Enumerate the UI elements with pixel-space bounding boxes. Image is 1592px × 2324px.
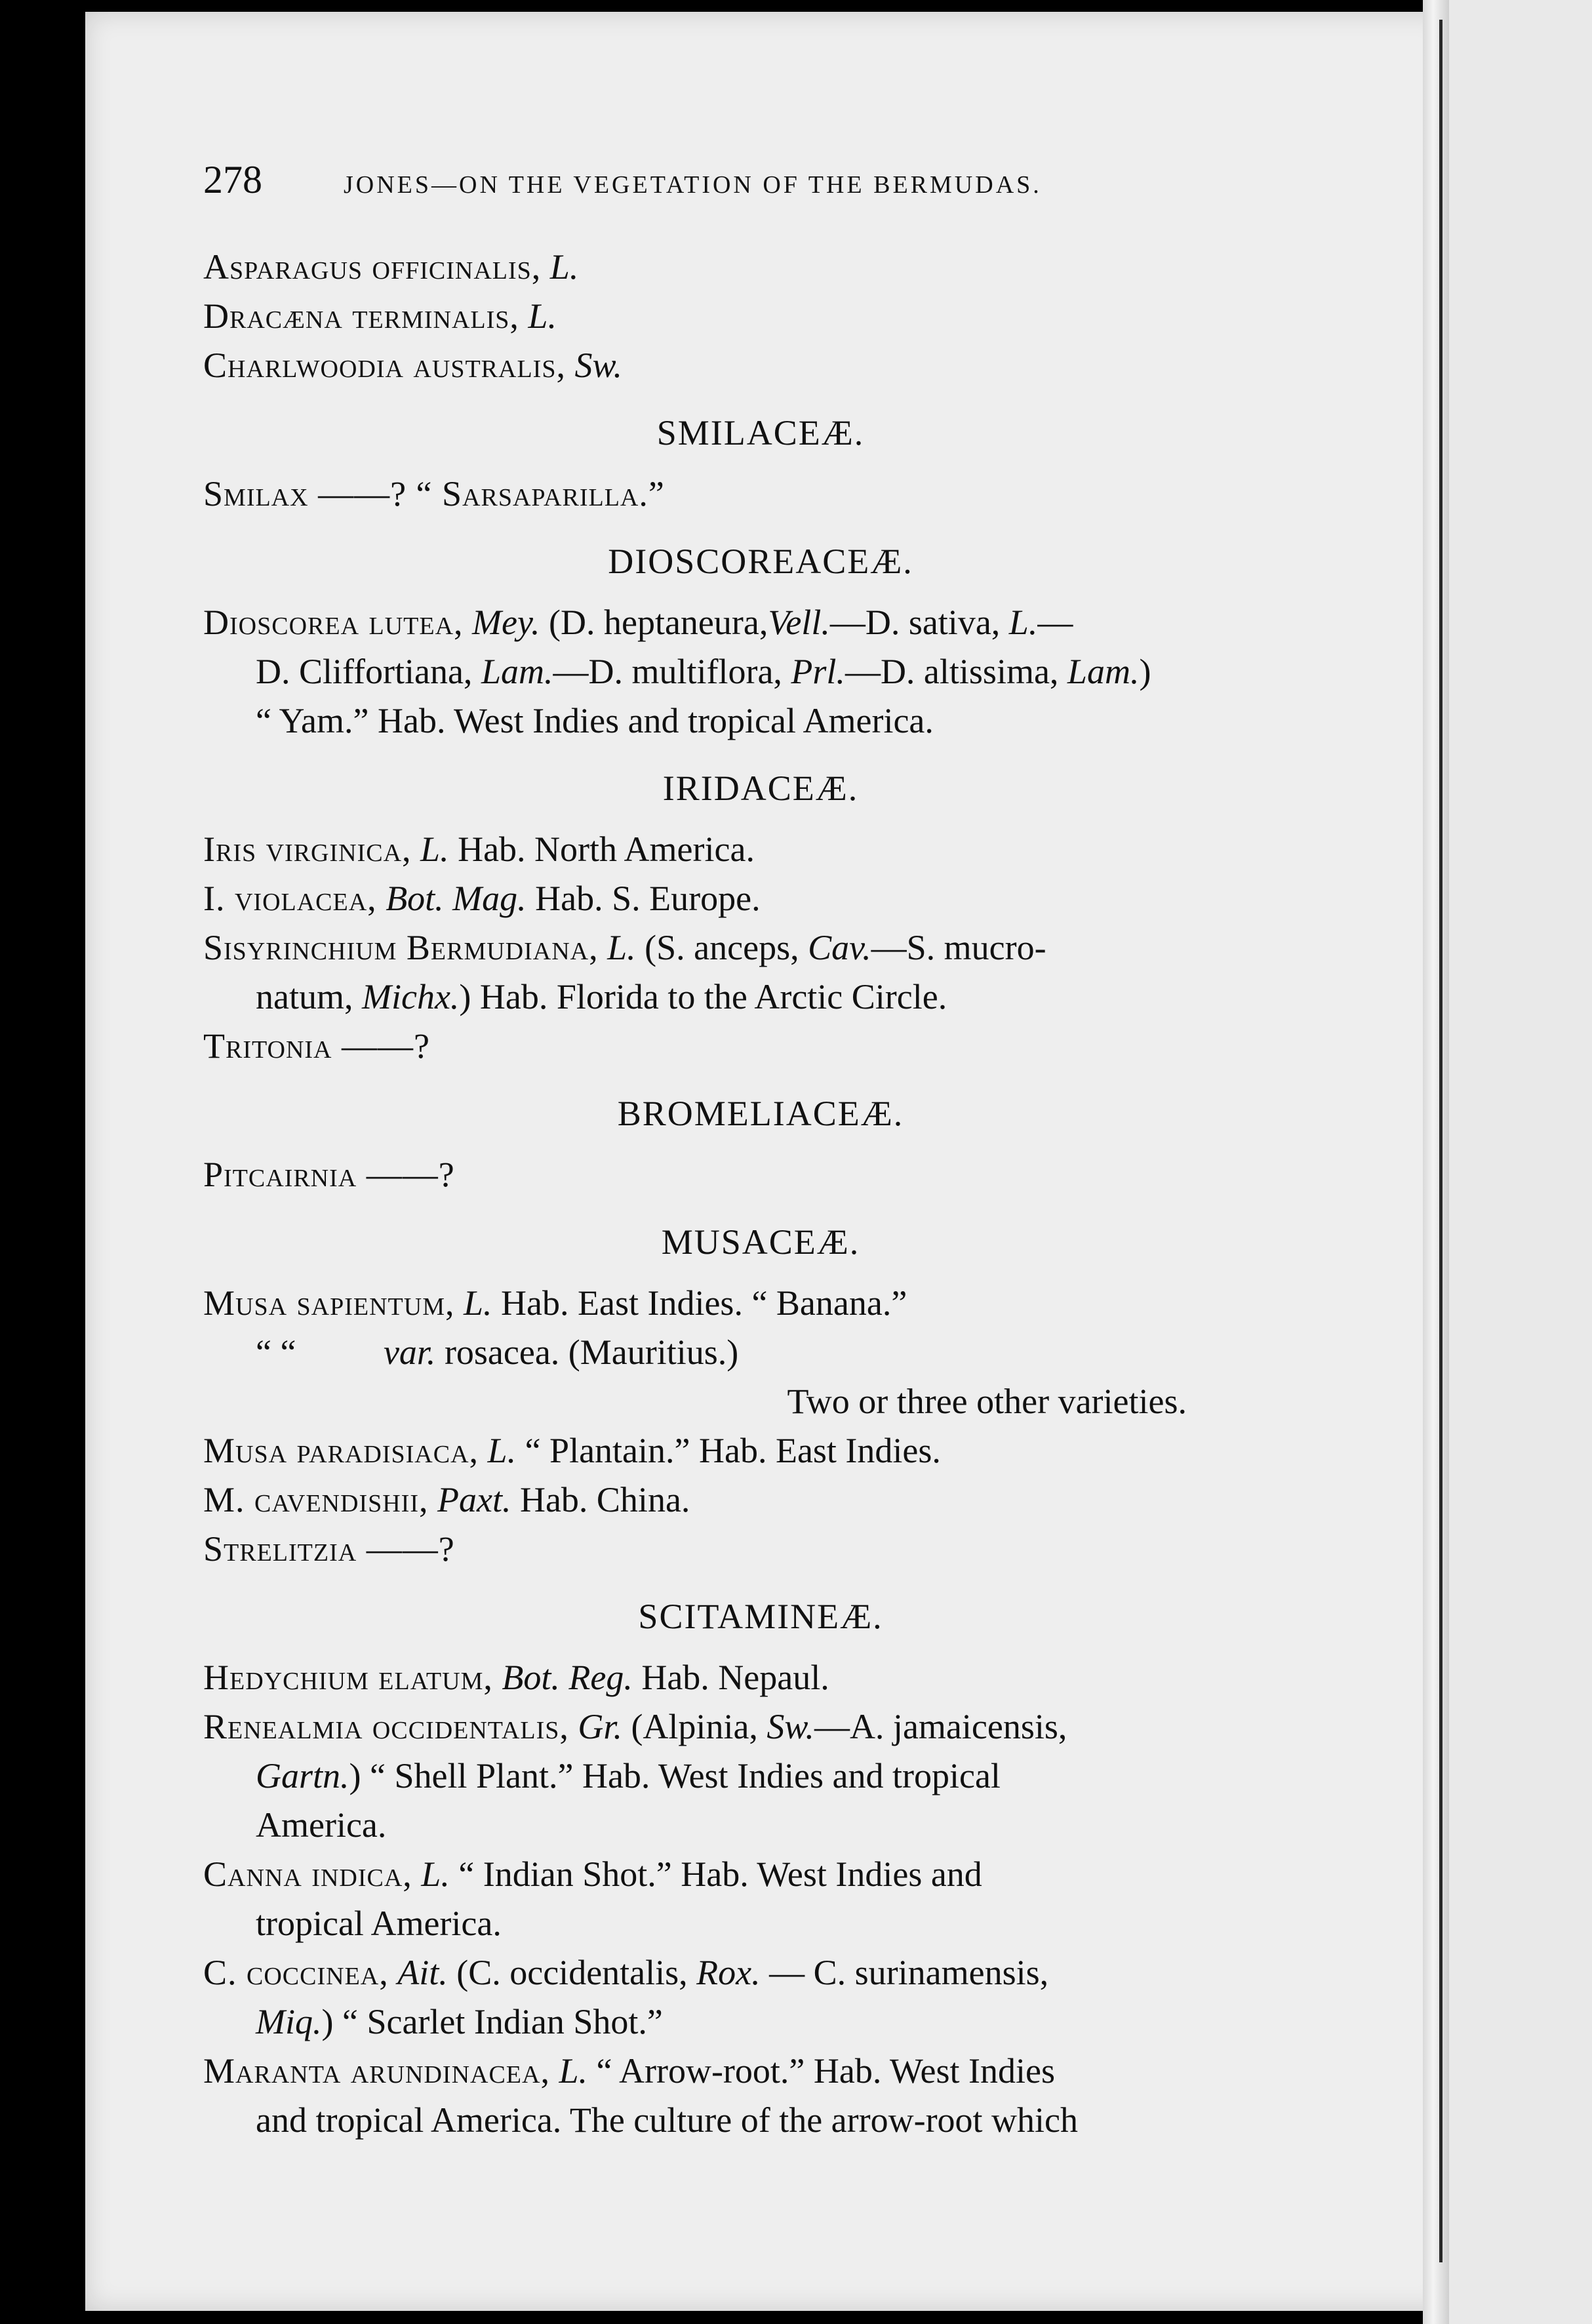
entry-name: Renealmia occidentalis,	[203, 1707, 569, 1746]
entry-name: Hedychium elatum,	[203, 1658, 493, 1697]
entry-musa-varieties: Two or three other varieties.	[787, 1382, 1187, 1421]
synonym-text: D. Cliffortiana,	[256, 652, 473, 691]
entry-canna-indica	[203, 1850, 1318, 1899]
entry-canna-coccinea-cont	[203, 1997, 1318, 2047]
entry-name: M. cavendishii,	[203, 1480, 429, 1519]
synonym-text: (C. occidentalis,	[447, 1953, 688, 1992]
page-header	[203, 157, 1187, 203]
entry-sisyrinchium-cont	[203, 972, 1318, 1022]
entry-author: L.	[607, 928, 636, 967]
habitat: “ Plantain.” Hab. East Indies.	[516, 1431, 941, 1470]
entry-name: Musa paradisiaca,	[203, 1431, 479, 1470]
entry-author: Bot. Reg.	[502, 1658, 633, 1697]
family-heading-scitamineae: SCITAMINEÆ.	[638, 1597, 883, 1636]
synonym-text: —S. mucro-	[871, 928, 1046, 967]
entry-asparagus	[203, 243, 1318, 292]
entry-author: L.	[420, 830, 449, 869]
synonym-text: (Alpinia,	[622, 1707, 758, 1746]
entry-musa-cavendishii	[203, 1475, 1318, 1525]
entry-sisyrinchium	[203, 923, 1318, 972]
running-head: JONES—ON THE VEGETATION OF THE BERMUDAS.	[344, 171, 1042, 199]
entry-author: L.	[559, 2051, 587, 2091]
entry-author: Paxt.	[437, 1480, 511, 1519]
entry-name: Sisyrinchium Bermudiana,	[203, 928, 599, 967]
synonym-text: (S. anceps,	[635, 928, 799, 967]
entry-canna-indica-cont: tropical America.	[256, 1904, 502, 1943]
dash: —	[1037, 603, 1073, 642]
entry-renealmia-cont	[203, 1752, 1318, 1801]
synonym-author: L.	[1008, 603, 1038, 642]
synonym-text: — C. surinamensis,	[760, 1953, 1049, 1992]
entry-name: Maranta arundinacea,	[203, 2051, 550, 2091]
habitat: Hab. Nepaul.	[632, 1658, 829, 1697]
entry-dioscorea-cont	[203, 647, 1318, 696]
variety-text: rosacea. (Mauritius.)	[435, 1332, 739, 1372]
habitat: ) Hab. Florida to the Arctic Circle.	[459, 977, 947, 1016]
ditto-marks: “ “	[256, 1332, 296, 1372]
paren: )	[1139, 652, 1151, 691]
entry-author: L.	[549, 247, 579, 287]
synonym-text: —D. sativa,	[829, 603, 1001, 642]
entry-iris-violacea	[203, 874, 1318, 923]
entry-author: Bot. Mag.	[386, 879, 527, 918]
entry-author: Sw.	[574, 346, 622, 385]
habitat: Hab. China.	[511, 1480, 690, 1519]
entry-author: L.	[464, 1283, 492, 1323]
book-spine	[1423, 0, 1449, 2324]
entry-name: C. coccinea,	[203, 1953, 389, 1992]
synonym-author: Lam.	[481, 652, 553, 691]
habitat: Hab. S. Europe.	[526, 879, 761, 918]
page-text	[203, 243, 1318, 2145]
synonym-author: Michx.	[361, 977, 460, 1016]
entry-author: Mey.	[472, 603, 540, 642]
entry-dracaena	[203, 292, 1318, 341]
entry-musa-var	[203, 1328, 1318, 1377]
entry-tritonia: Tritonia ——?	[203, 1026, 430, 1066]
synonym-author: Lam.	[1067, 652, 1140, 691]
family-heading-iridaceae: IRIDACEÆ.	[662, 769, 859, 808]
entry-iris-virginica	[203, 825, 1318, 874]
synonym-author: Miq.	[256, 2002, 322, 2041]
entry-name: Dioscorea lutea,	[203, 603, 464, 642]
habitat: ) “ Shell Plant.” Hab. West Indies and tropical	[349, 1756, 1001, 1795]
synonym-author: Cav.	[808, 928, 871, 967]
synonym-author: Prl.	[791, 652, 845, 691]
habitat: “ Indian Shot.” Hab. West Indies and	[449, 1854, 982, 1894]
entry-name: I. violacea,	[203, 879, 377, 918]
entry-name: Dracæna terminalis,	[203, 296, 519, 336]
entry-author: Ait.	[397, 1953, 448, 1992]
entry-name: Canna indica,	[203, 1854, 412, 1894]
entry-author: L.	[528, 296, 557, 336]
entry-author: Gr.	[578, 1707, 622, 1746]
entry-dioscorea	[203, 598, 1318, 647]
habitat: Hab. East Indies. “ Banana.”	[492, 1283, 907, 1323]
entry-author: L.	[421, 1854, 450, 1894]
entry-pitcairnia: Pitcairnia ——?	[203, 1155, 455, 1194]
facing-page-edge	[1449, 0, 1592, 2324]
synonym-text: —A. jamaicensis,	[814, 1707, 1067, 1746]
entry-maranta	[203, 2047, 1318, 2096]
entry-strelitzia: Strelitzia ——?	[203, 1529, 455, 1569]
family-heading-smilaceae: SMILACEÆ.	[656, 413, 865, 452]
entry-renealmia-cont2: America.	[256, 1805, 387, 1845]
synonym-text: natum,	[256, 977, 353, 1016]
entry-name: Musa sapientum,	[203, 1283, 455, 1323]
entry-author: L.	[487, 1431, 517, 1470]
entry-smilax: Smilax ——? “ Sarsaparilla.”	[203, 474, 665, 513]
family-heading-musaceae: MUSACEÆ.	[661, 1222, 860, 1262]
variety-label: var.	[383, 1332, 436, 1372]
entry-canna-coccinea	[203, 1948, 1318, 1997]
synonym-text: (D. heptaneura,	[549, 603, 768, 642]
entry-charlwoodia	[203, 341, 1318, 390]
synonym-text: —D. multiflora,	[553, 652, 782, 691]
entry-dioscorea-hab: “ Yam.” Hab. West Indies and tropical America.	[256, 701, 934, 740]
entry-name: Asparagus officinalis,	[203, 247, 542, 287]
entry-maranta-cont: and tropical America. The culture of the arrow-root which	[256, 2100, 1079, 2140]
habitat: “ Arrow-root.” Hab. West Indies	[587, 2051, 1055, 2091]
entry-renealmia	[203, 1702, 1318, 1752]
family-heading-dioscoreaceae: DIOSCOREACEÆ.	[608, 542, 913, 581]
entry-name: Charlwoodia australis,	[203, 346, 566, 385]
family-heading-bromeliaceae: BROMELIACEÆ.	[617, 1094, 904, 1133]
spine-edge-line	[1439, 20, 1443, 2262]
habitat: Hab. North America.	[448, 830, 755, 869]
entry-musa-sapientum	[203, 1279, 1318, 1328]
synonym-text: —D. altissima,	[845, 652, 1059, 691]
entry-hedychium	[203, 1653, 1318, 1702]
synonym-author: Vell.	[768, 603, 830, 642]
synonym-author: Sw.	[766, 1707, 814, 1746]
synonym-author: Gartn.	[256, 1756, 349, 1795]
entry-musa-paradisiaca	[203, 1426, 1318, 1475]
common-name: ) “ Scarlet Indian Shot.”	[321, 2002, 663, 2041]
synonym-author: Rox.	[696, 1953, 761, 1992]
page-number: 278	[203, 158, 262, 201]
entry-name: Iris virginica,	[203, 830, 412, 869]
